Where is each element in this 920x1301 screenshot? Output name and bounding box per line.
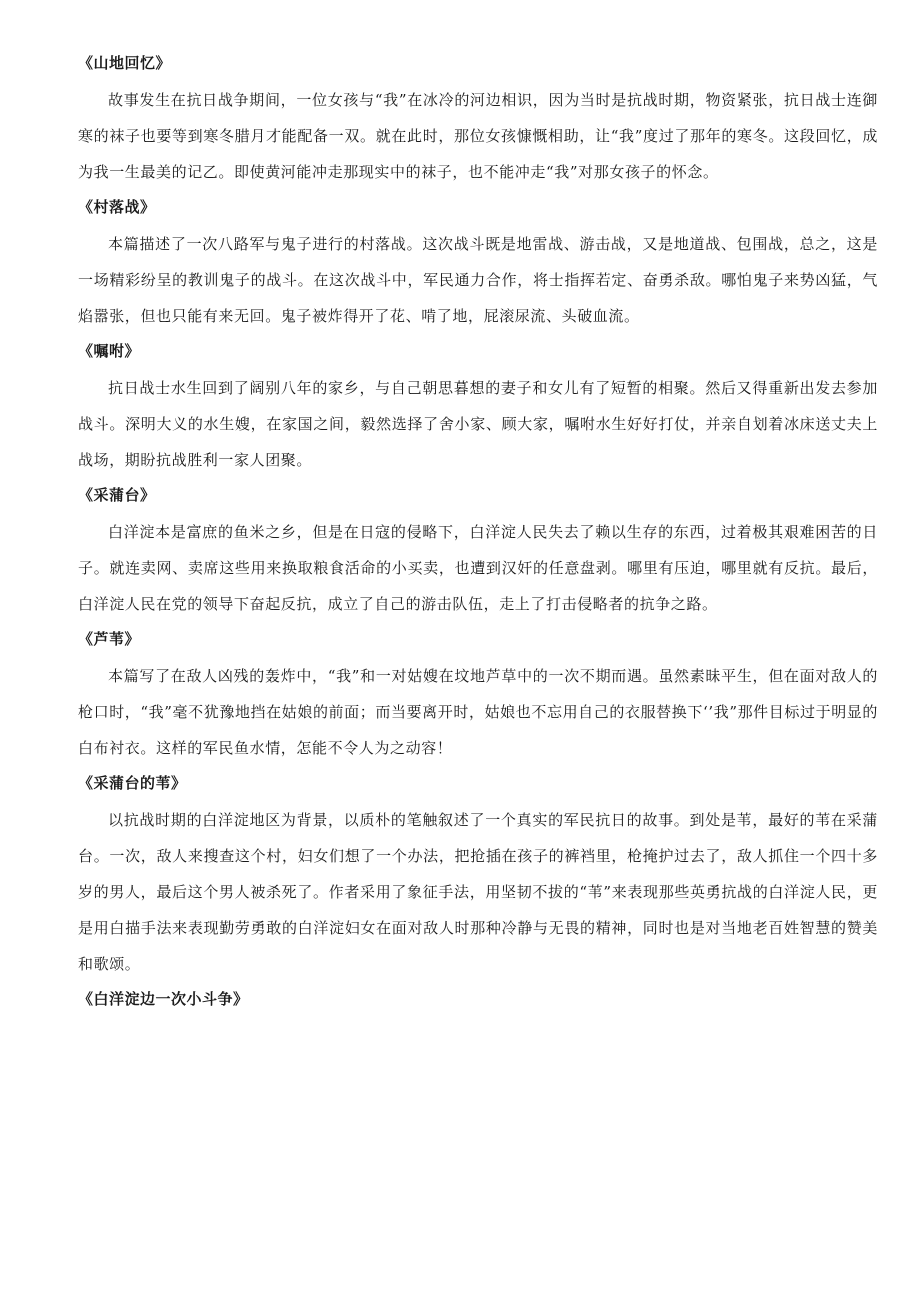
section-body: 本篇写了在敌人凶残的轰炸中，“我”和一对姑嫂在坟地芦草中的一次不期而遇。虽然素昧平生，但在面对敌人的枪口时，“我”毫不犹豫地挡在姑娘的前面；而当要离开时，姑娘也不忘用自己的衣服替换下‘’我”那件目标过于明显的白布衬衣。这样的军民鱼水情，怎能不令人为之动容！ xyxy=(78,667,878,757)
section-title: 《芦苇》 xyxy=(78,630,141,648)
section-baiyangdian-xiao-douzheng xyxy=(78,988,878,1010)
section-cunluo-zhan xyxy=(78,196,878,334)
section-body: 以抗战时期的白洋淀地区为背景，以质朴的笔触叙述了一个真实的军民抗日的故事。到处是苇，最好的苇在采蒲台。一次，敌人来搜查这个村，妇女们想了一个办法，把抢插在孩子的裤裆里，枪掩护过去了，敌人抓住一个四十多岁的男人，最后这个男人被杀死了。作者采用了象征手法，用坚韧不拔的“苇”来表现那些英勇抗战的白洋淀人民，更是用白描手法来表现勤劳勇敢的白洋淀妇女在面对敌人时那种冷静与无畏的精神，同时也是对当地老百姓智慧的赞美和歌颂。 xyxy=(78,811,878,973)
section-body: 白洋淀本是富庶的鱼米之乡，但是在日寇的侵略下，白洋淀人民失去了赖以生存的东西，过着极其艰难困苦的日子。就连卖网、卖席这些用来换取粮食活命的小买卖，也遭到汉奸的任意盘剥。哪里有压迫，哪里就有反抗。最后，白洋淀人民在党的领导下奋起反抗，成立了自己的游击队伍，走上了打击侵略者的抗争之路。 xyxy=(78,523,878,613)
section-body: 抗日战士水生回到了阔别八年的家乡，与自己朝思暮想的妻子和女儿有了短暂的相聚。然后又得重新出发去参加战斗。深明大义的水生嫂，在家国之间，毅然选择了舍小家、顾大家，嘱咐水生好好打仗，并亲自划着冰床送丈夫上战场，期盼抗战胜利一家人团聚。 xyxy=(78,379,878,469)
section-shandi-huiyi xyxy=(78,52,878,190)
section-title: 《村落战》 xyxy=(78,198,156,216)
section-title: 《采蒲台》 xyxy=(78,486,156,504)
section-title: 《嘱咐》 xyxy=(78,342,141,360)
section-body: 故事发生在抗日战争期间，一位女孩与“我”在冰冷的河边相识，因为当时是抗战时期，物资紧张，抗日战士连御寒的袜子也要等到寒冬腊月才能配备一双。就在此时，那位女孩慷慨相助，让“我”度过了那年的寒冬。这段回忆，成为我一生最美的记乙。即使黄河能冲走那现实中的袜子，也不能冲走“我”对那女孩子的怀念。 xyxy=(78,91,878,181)
section-zhufu xyxy=(78,340,878,478)
section-luwei xyxy=(78,628,878,766)
document-page xyxy=(78,52,878,1018)
section-body: 本篇描述了一次八路军与鬼子进行的村落战。这次战斗既是地雷战、游击战，又是地道战、包围战，总之，这是一场精彩纷呈的教训鬼子的战斗。在这次战斗中，军民通力合作，将士指挥若定、奋勇杀敌。哪怕鬼子来势凶猛，气焰嚣张，但也只能有来无回。鬼子被炸得开了花、啃了地，屁滚尿流、头破血流。 xyxy=(78,235,878,325)
section-caiputai-de-wei xyxy=(78,772,878,982)
section-title: 《白洋淀边一次小斗争》 xyxy=(78,990,249,1008)
section-title: 《山地回忆》 xyxy=(78,54,172,72)
section-caiputai xyxy=(78,484,878,622)
section-title: 《采蒲台的苇》 xyxy=(78,774,187,792)
